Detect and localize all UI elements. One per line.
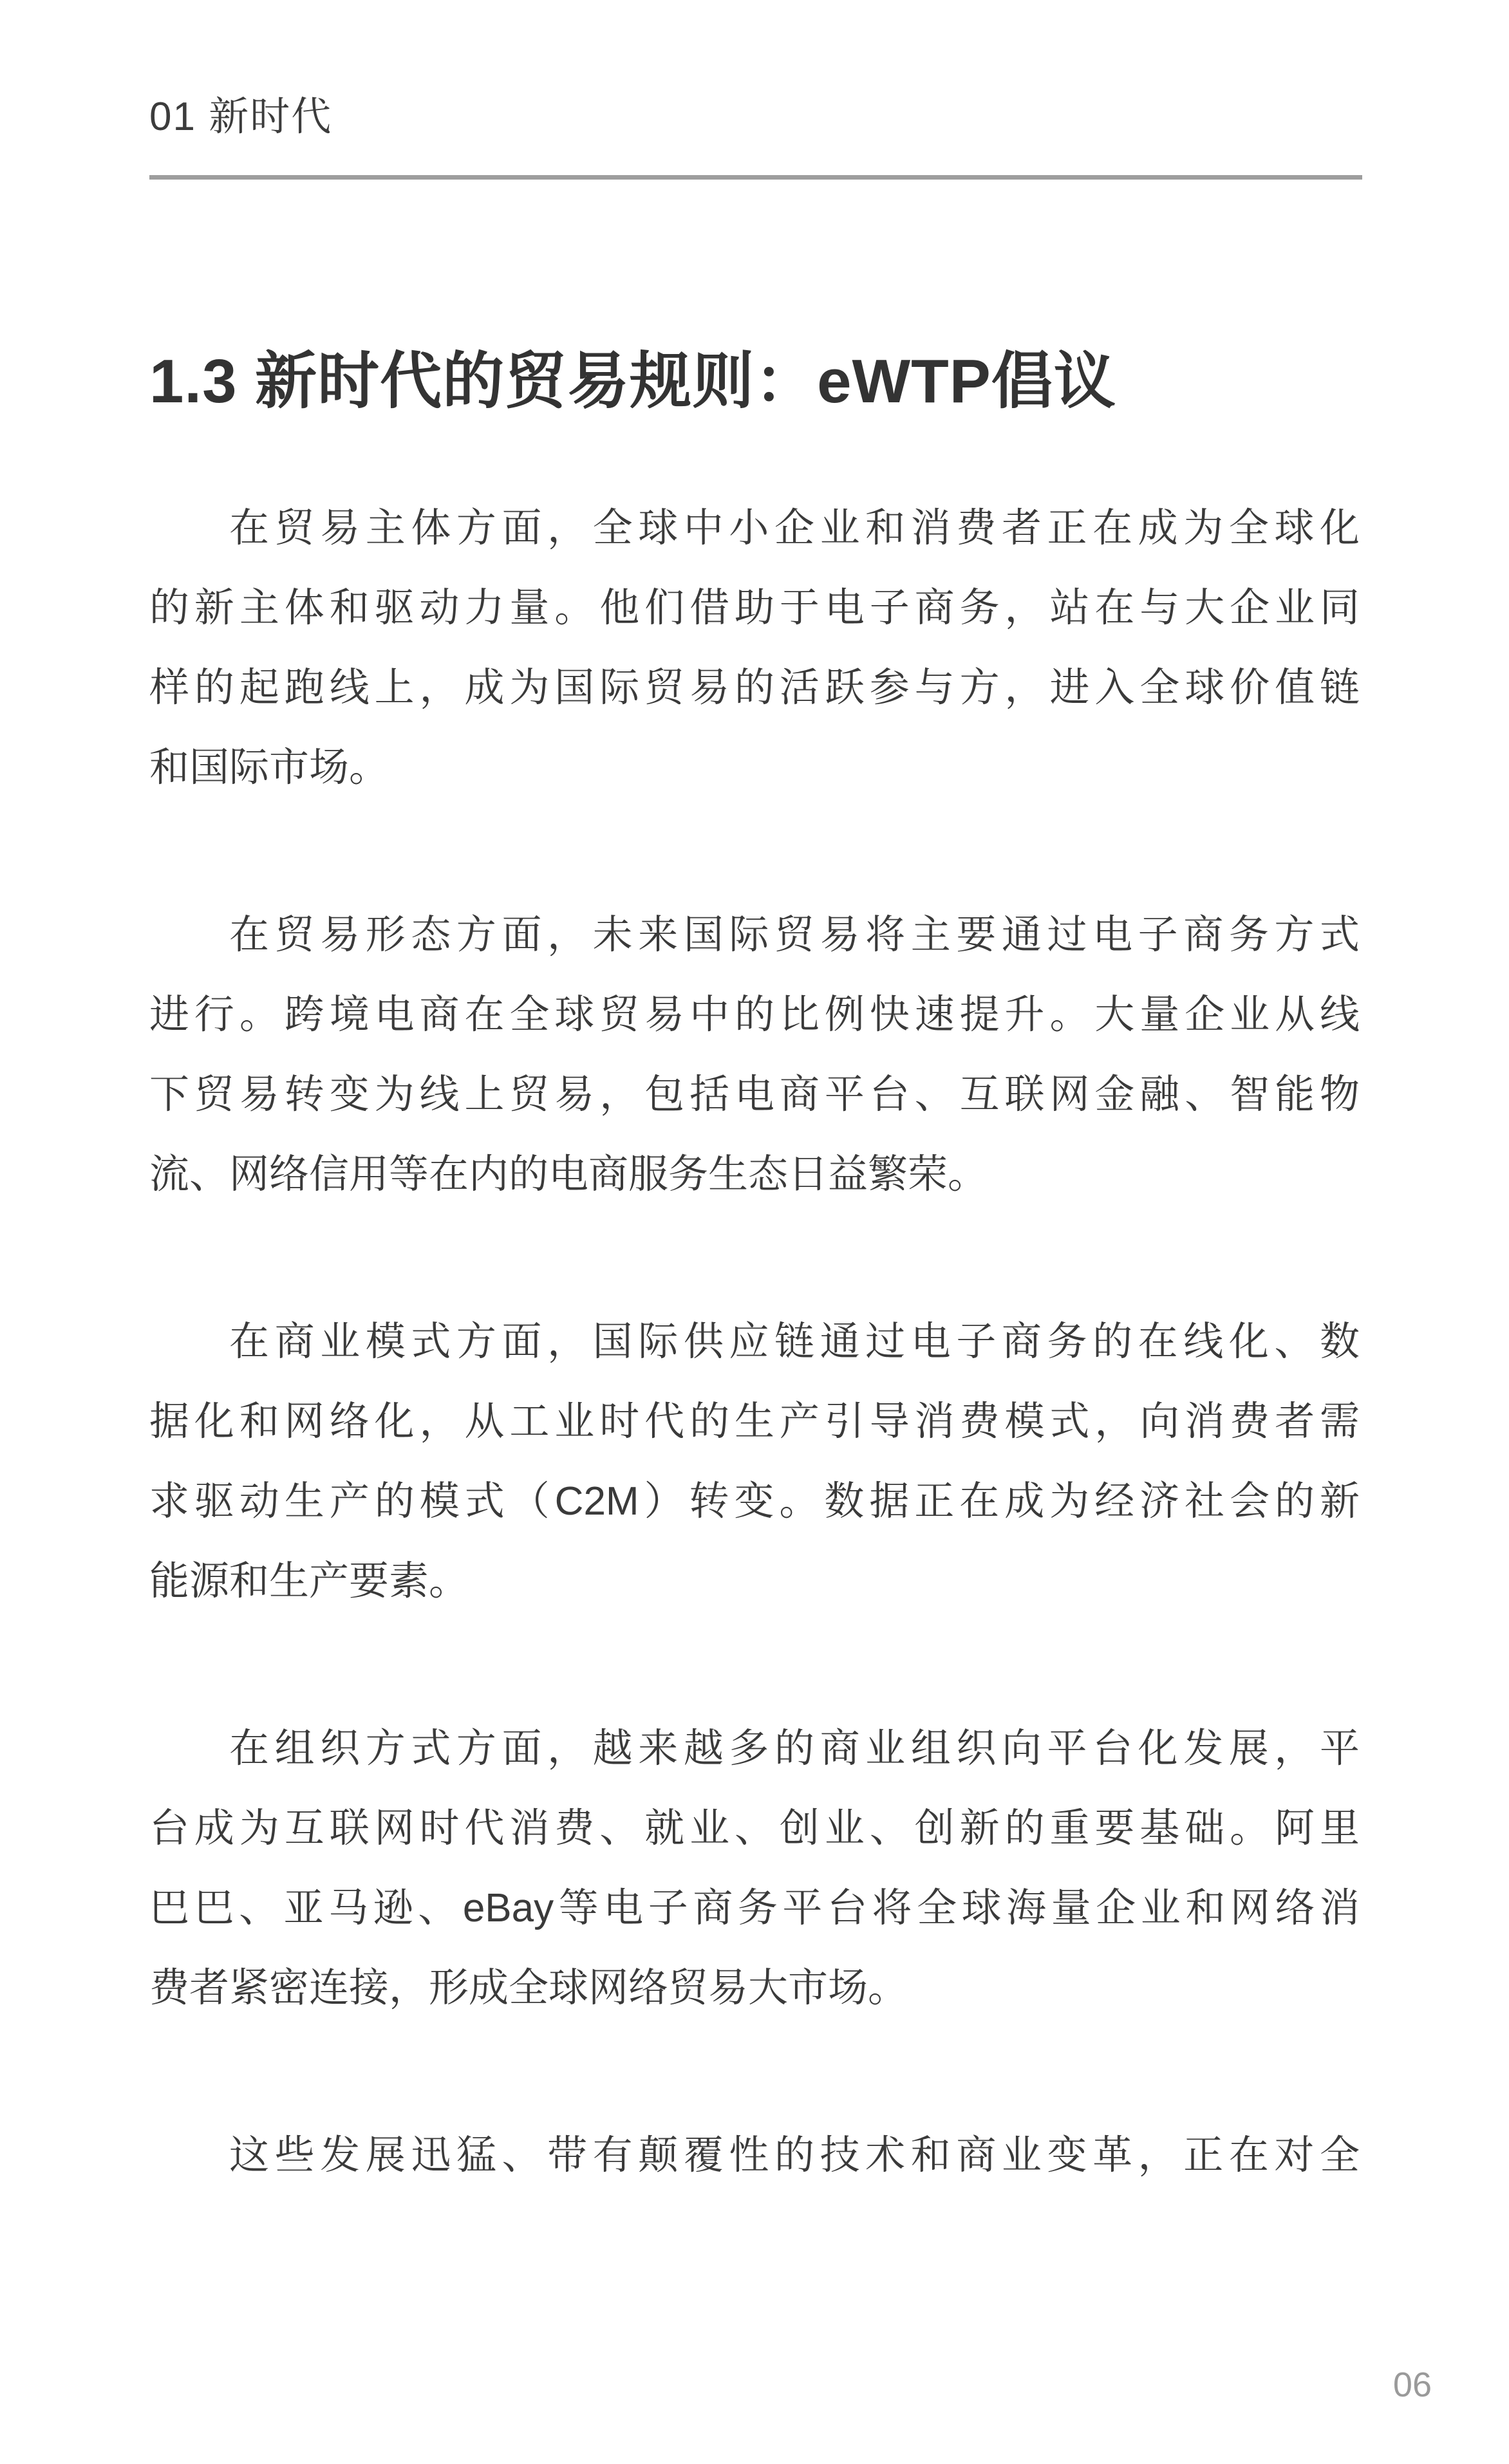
paragraph-line: 在商业模式方面，国际供应链通过电子商务的在线化、数 <box>229 1320 1360 1364</box>
paragraph-line: 能源和生产要素。 <box>149 1559 469 1603</box>
paragraph-line: 据化和网络化，从工业时代的生产引导消费模式，向消费者需 <box>149 1399 1360 1444</box>
paragraph-line: 台成为互联网时代消费、就业、创业、创新的重要基础。阿里 <box>149 1806 1360 1851</box>
paragraph-line: 的新主体和驱动力量。他们借助于电子商务，站在与大企业同 <box>149 586 1360 630</box>
paragraph-line: 这些发展迅猛、带有颠覆性的技术和商业变革，正在对全 <box>229 2133 1360 2178</box>
paragraph-line: 下贸易转变为线上贸易，包括电商平台、互联网金融、智能物 <box>149 1072 1360 1117</box>
paragraph-line: 流、网络信用等在内的电商服务生态日益繁荣。 <box>149 1152 988 1197</box>
paragraph-line: 在贸易形态方面，未来国际贸易将主要通过电子商务方式 <box>229 913 1360 957</box>
paragraph-line: 在贸易主体方面，全球中小企业和消费者正在成为全球化 <box>229 506 1360 550</box>
section-header: 01 新时代 <box>149 95 333 139</box>
paragraph-5 <box>149 2116 1360 2196</box>
paragraph-line: 巴巴、亚马逊、eBay等电子商务平台将全球海量企业和网络消 <box>149 1886 1360 1930</box>
paragraph-2 <box>149 895 1360 1215</box>
paragraph-4 <box>149 1709 1360 2028</box>
paragraph-line: 进行。跨境电商在全球贸易中的比例快速提升。大量企业从线 <box>149 993 1360 1037</box>
paragraph-3 <box>149 1302 1360 1621</box>
paragraph-line: 费者紧密连接，形成全球网络贸易大市场。 <box>149 1966 908 2010</box>
page-number: 06 <box>1392 2366 1432 2404</box>
body-text <box>149 489 1360 2196</box>
header-divider-line <box>149 175 1362 180</box>
document-page <box>0 90 1509 2464</box>
paragraph-1 <box>149 489 1360 808</box>
paragraph-line: 求驱动生产的模式（C2M）转变。数据正在成为经济社会的新 <box>149 1479 1360 1524</box>
paragraph-line: 在组织方式方面，越来越多的商业组织向平台化发展，平 <box>229 1726 1360 1771</box>
page-title: 1.3 新时代的贸易规则：eWTP倡议 <box>149 347 1116 416</box>
paragraph-line: 和国际市场。 <box>149 745 389 790</box>
paragraph-line: 样的起跑线上，成为国际贸易的活跃参与方，进入全球价值链 <box>149 666 1360 710</box>
